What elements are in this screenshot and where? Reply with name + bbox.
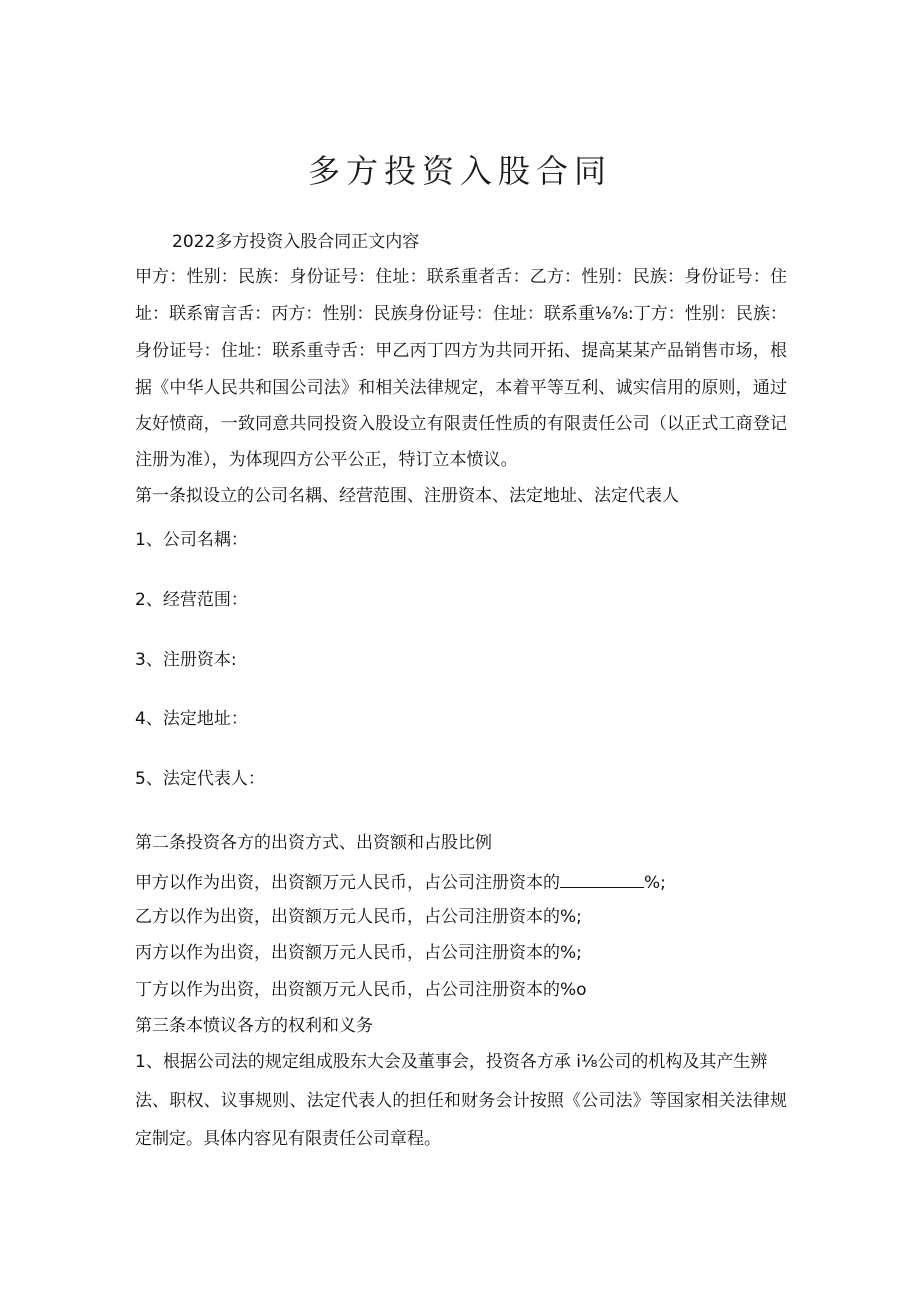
article1-heading: 第一条拟设立的公司名耦、经营范围、注册资本、法定地址、法定代表人 bbox=[135, 486, 679, 506]
intro-line: 甲方：性别：民族：身份证号：住址：联系重者舌：乙方：性别：民族：身份证号：住 bbox=[135, 267, 787, 287]
intro-line: 址：联系甯言舌：丙方：性别：民族身份证号：住址：联系重⅛⅞:丁方：性别：民族： bbox=[135, 304, 787, 324]
intro-line: 身份证号：住址：联系重寺舌：甲乙丙丁四方为共同开拓、提高某某产品销售市场，根 bbox=[135, 341, 787, 361]
intro-line: 注册为准），为体现四方公平公正，特订立本愤议。 bbox=[135, 450, 518, 470]
article3-heading: 第三条本愤议各方的权利和义务 bbox=[135, 1016, 373, 1036]
intro-line: 据《中华人民共和国公司法》和相关法律规定，本着平等互利、诚实信用的原则，通过 bbox=[135, 378, 787, 398]
article1-item-legal-representative: 5、法定代表人： bbox=[135, 769, 265, 789]
article1-item-registered-capital: 3、注册资本: bbox=[135, 650, 237, 670]
article3-line: 1、根据公司法的规定组成股东大会及董事会，投资各方承 i⅛公司的机构及其产生辨 bbox=[135, 1052, 768, 1072]
article2-line-party-c: 丙方以作为出资，出资额万元人民币，占公司注册资本的%; bbox=[135, 943, 582, 963]
article2-heading: 第二条投资各方的出资方式、出资额和占股比例 bbox=[135, 833, 492, 853]
article2-line-suffix: %; bbox=[644, 873, 666, 893]
article2-line-party-a bbox=[135, 869, 666, 895]
article1-item-business-scope: 2、经营范围： bbox=[135, 590, 248, 610]
article1-item-company-name: 1、公司名耦： bbox=[135, 530, 248, 550]
percentage-blank bbox=[560, 869, 644, 888]
article2-line-party-d: 丁方以作为出资，出资额万元人民币，占公司注册资本的%o bbox=[135, 980, 587, 1000]
article2-line-prefix: 甲方以作为出资，出资额万元人民币，占公司注册资本的 bbox=[135, 873, 560, 893]
article3-line: 定制定。具体内容见有限责任公司章程。 bbox=[135, 1129, 441, 1149]
article1-item-legal-address: 4、法定地址： bbox=[135, 709, 248, 729]
document-title: 多方投资入股合同 bbox=[307, 152, 612, 190]
intro-line: 友好愤商，一致同意共同投资入股设立有限责任性质的有限责任公司（以正式工商登记 bbox=[135, 414, 787, 434]
document-subtitle: 2022多方投资入股合同正文内容 bbox=[172, 232, 420, 252]
article3-line: 法、职权、议事规则、法定代表人的担任和财务会计按照《公司法》等国家相关法律规 bbox=[135, 1091, 787, 1111]
article2-line-party-b: 乙方以作为出资，出资额万元人民币，占公司注册资本的%; bbox=[135, 907, 582, 927]
